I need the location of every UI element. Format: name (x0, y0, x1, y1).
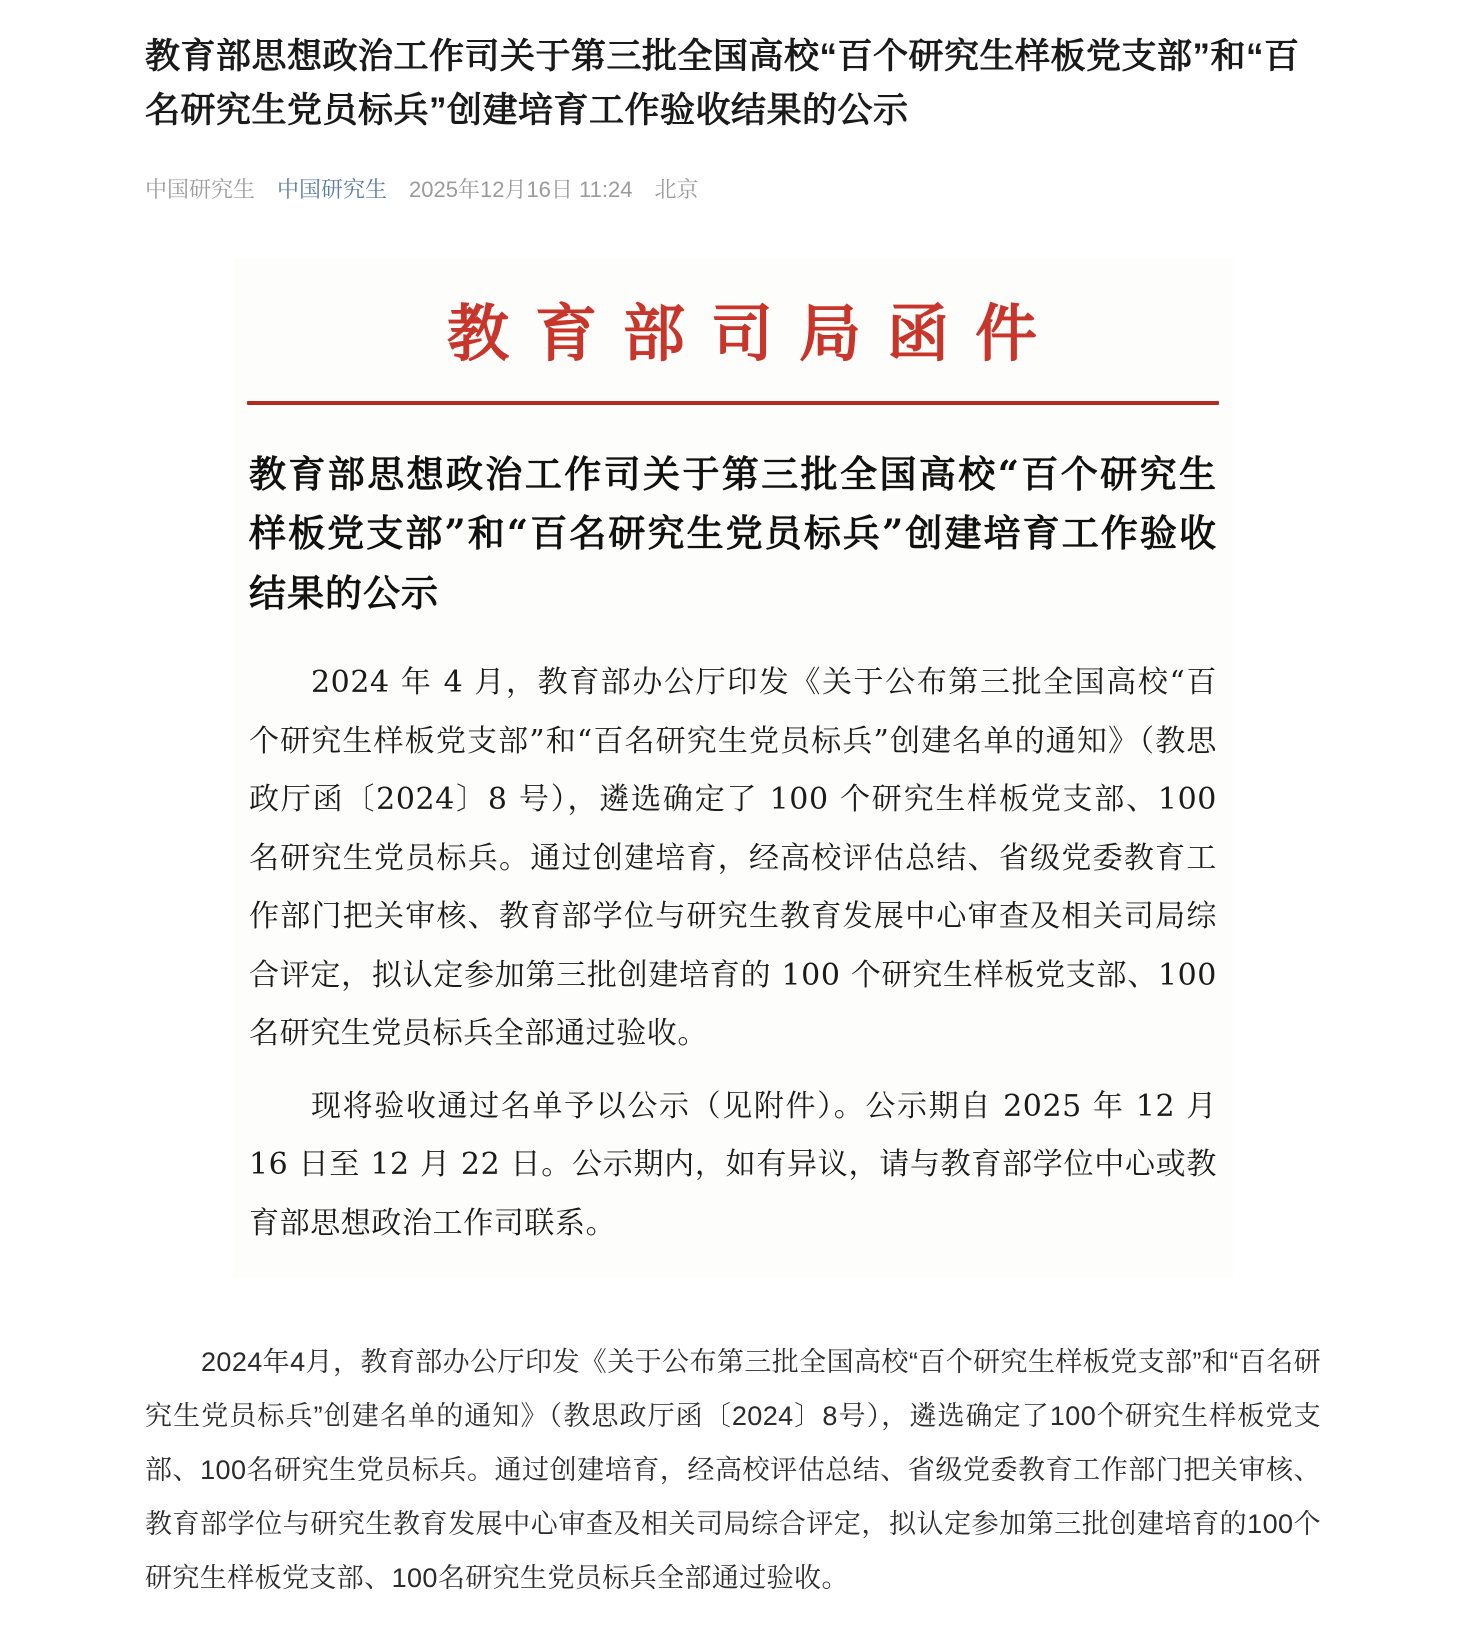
account-link[interactable]: 中国研究生 (277, 176, 388, 202)
publish-location: 北京 (654, 176, 699, 202)
document-title: 教育部思想政治工作司关于第三批全国高校“百个研究生样板党支部”和“百名研究生党员标兵”创建培育工作验收结果的公示 (249, 451, 1217, 616)
page-title: 教育部思想政治工作司关于第三批全国高校“百个研究生样板党支部”和“百名研究生党员标兵”创建培育工作验收结果的公示 (145, 37, 1300, 131)
official-document-scan (233, 258, 1233, 1278)
author-name: 中国研究生 (145, 176, 256, 202)
document-paragraph-2: 现将验收通过名单予以公示（见附件）。公示期自 2025 年 12 月 16 日至 12 月 22 日。公示期内，如有异议，请与教育部学位中心或教育部思想政治工作司联系。 (249, 1088, 1217, 1241)
article-body-paragraph-1: 2024年4月，教育部办公厅印发《关于公布第三批全国高校“百个研究生样板党支部”和“百名研究生党员标兵”创建名单的通知》（教思政厅函〔2024〕8号），遴选确定了100个研究生样板党支部、100名研究生党员标兵。通过创建培育，经高校评估总结、省级党委教育工作部门把关审核、教育部学位与研究生教育发展中心审查及相关司局综合评定，拟认定参加第三批创建培育的100个研究生样板党支部、100名研究生党员标兵全部通过验收。 (145, 1347, 1321, 1594)
publish-timestamp: 2025年12月16日 11:24 (409, 176, 633, 202)
document-letterhead: 教育部司局函件 (446, 296, 1063, 370)
letterhead-divider (247, 401, 1219, 405)
document-paragraph-1: 2024 年 4 月，教育部办公厅印发《关于公布第三批全国高校“百个研究生样板党支部”和“百名研究生党员标兵”创建名单的通知》（教思政厅函〔2024〕8 号），遴选确定了 100 个研究生样板党支部、100 名研究生党员标兵。通过创建培育，经高校评估总结、省级党委教育工作部门把关审核、教育部学位与研究生教育发展中心审查及相关司局综合评定，拟认定参加第三批创建培育的 100 个研究生样板党支部、100 名研究生党员标兵全部通过验收。 (249, 665, 1217, 1052)
article-meta (145, 173, 1321, 204)
